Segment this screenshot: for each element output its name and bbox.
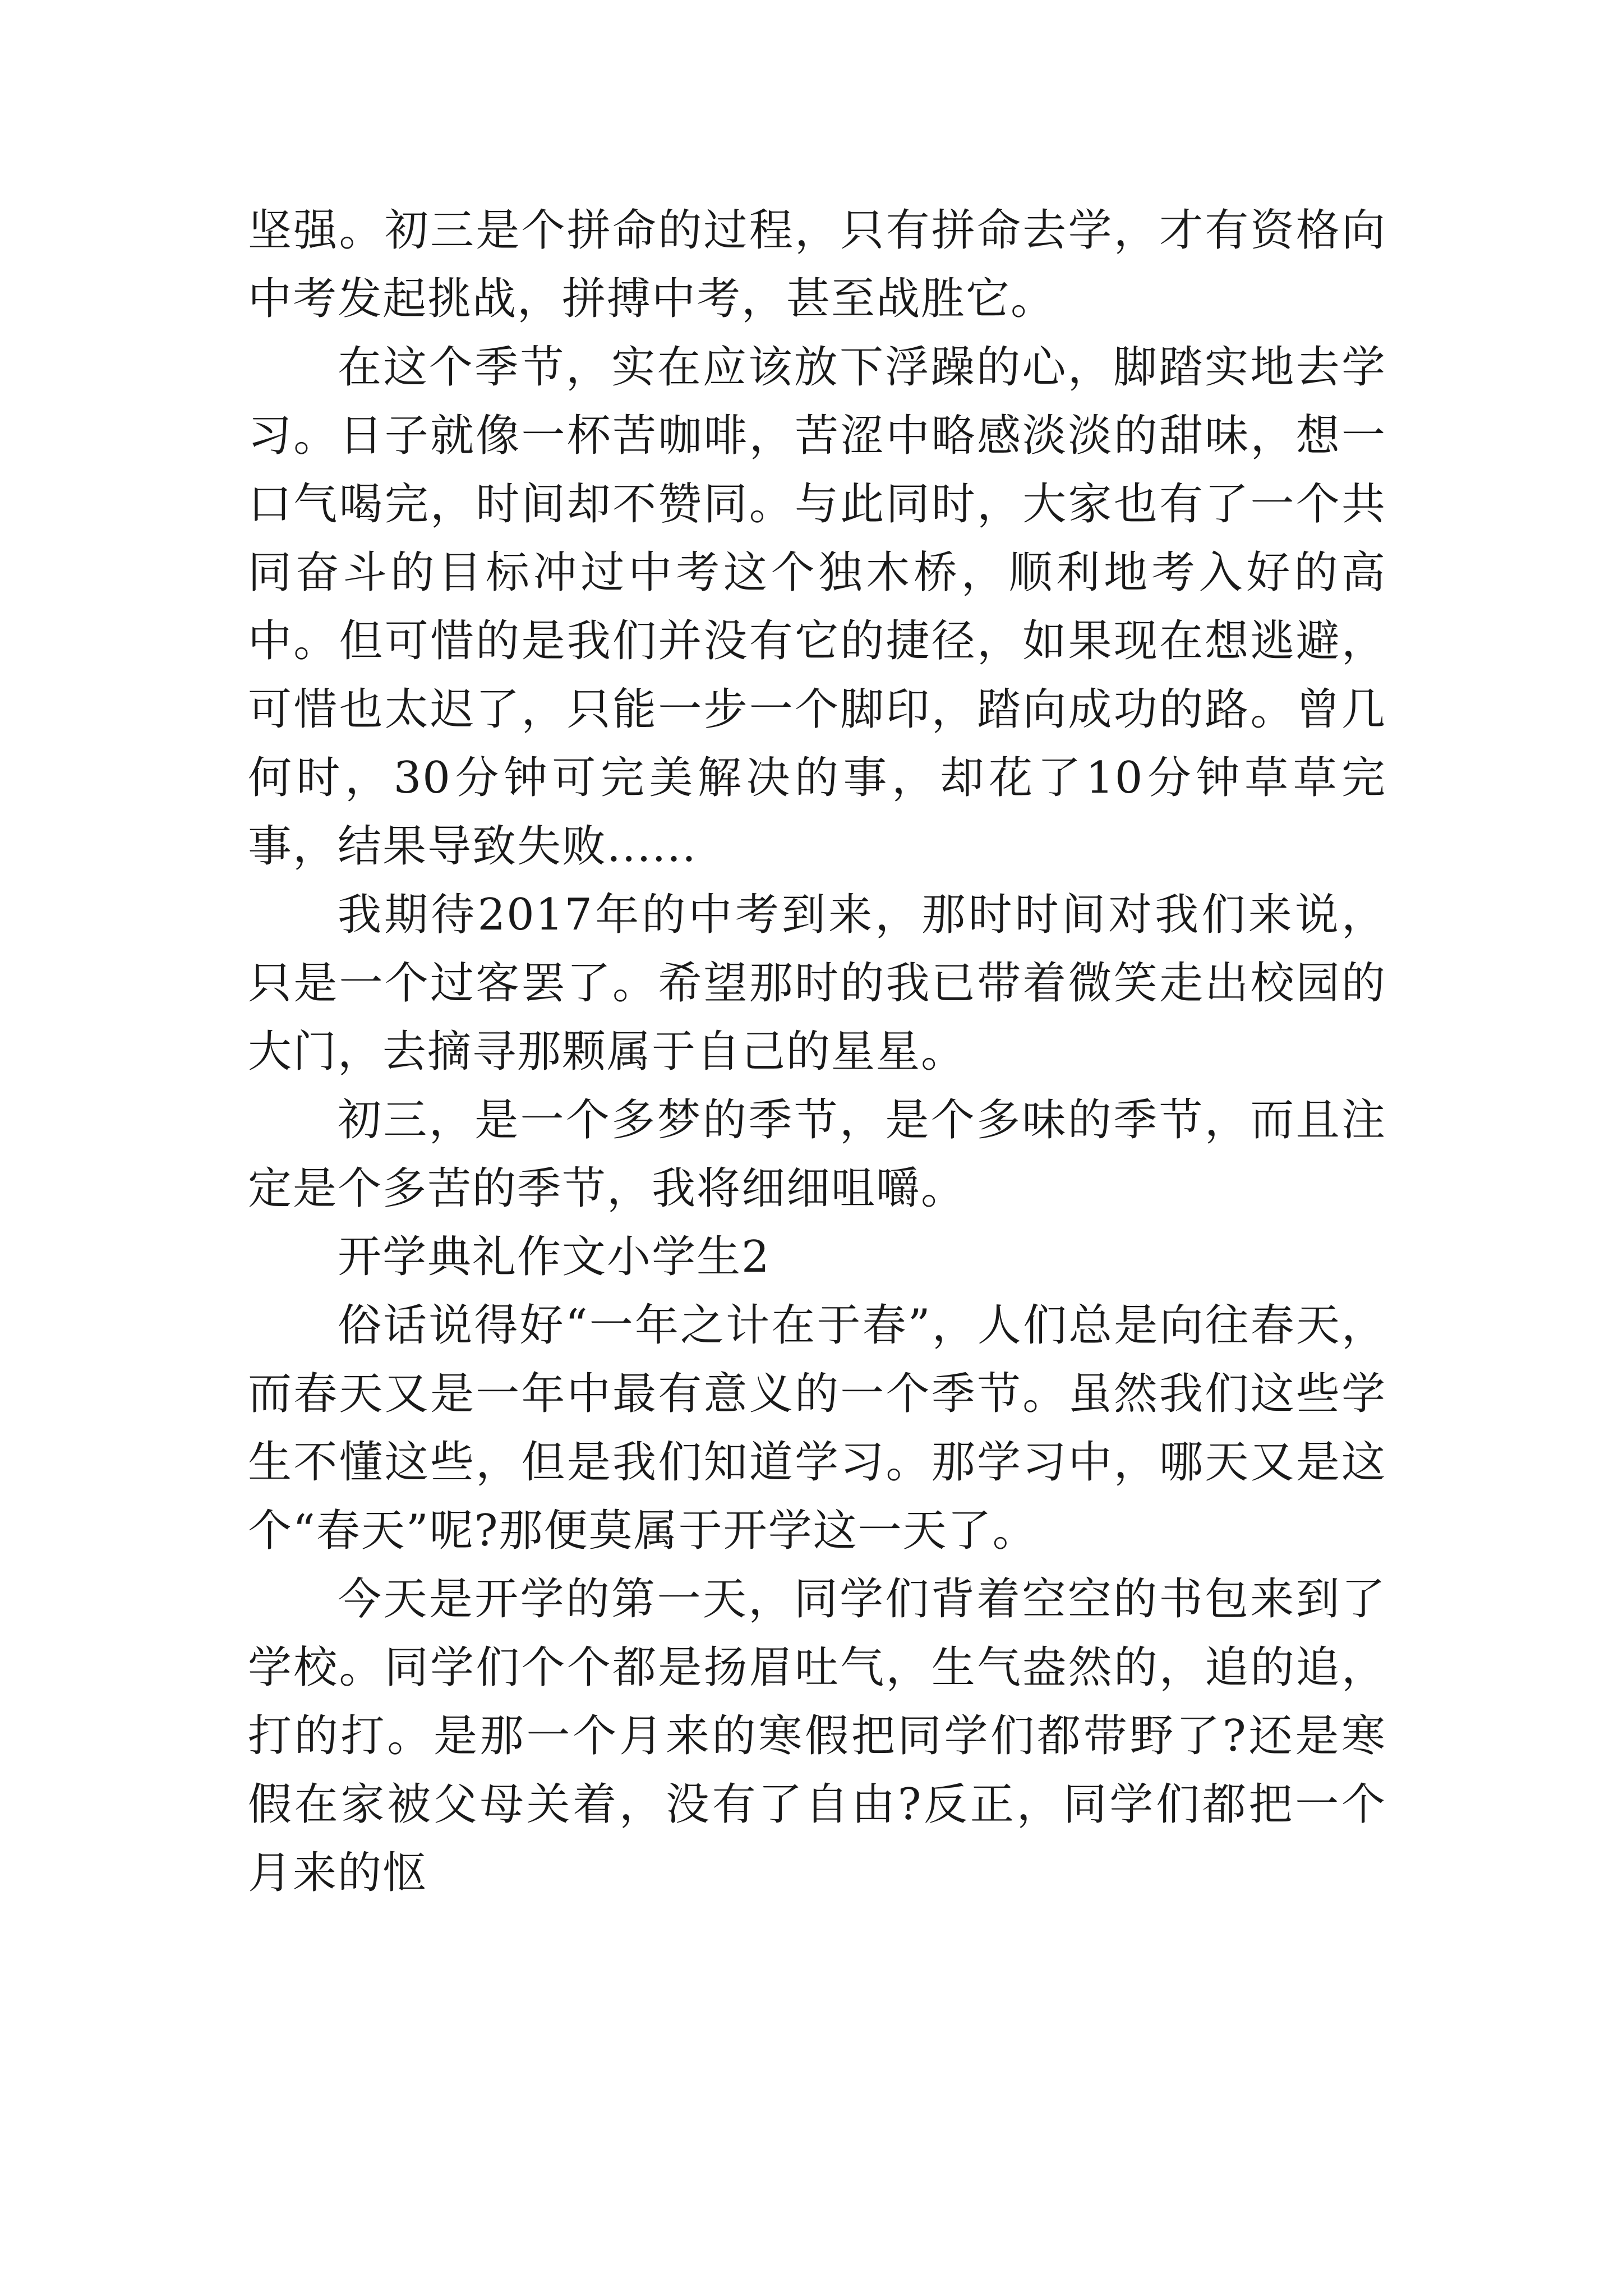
document-body [248,196,1386,1907]
paragraph-2: 在这个季节，实在应该放下浮躁的心，脚踏实地去学习。日子就像一杯苦咖啡，苦涩中略感淡淡的甜味，想一口气喝完，时间却不赞同。与此同时，大家也有了一个共同奋斗的目标冲过中考这个独木桥，顺利地考入好的高中。但可惜的是我们并没有它的捷径，如果现在想逃避，可惜也太迟了，只能一步一个脚印，踏向成功的路。曾几何时，30分钟可完美解决的事，却花了10分钟草草完事，结果导致失败...... [248,342,1386,872]
paragraph-5: 俗话说得好“一年之计在于春”，人们总是向往春天，而春天又是一年中最有意义的一个季节。虽然我们这些学生不懂这些，但是我们知道学习。那学习中，哪天又是这个“春天”呢?那便莫属于开学这一天了。 [248,1300,1386,1556]
paragraph-3: 我期待2017年的中考到来，那时时间对我们来说，只是一个过客罢了。希望那时的我已带着微笑走出校园的大门，去摘寻那颗属于自己的星星。 [248,890,1386,1077]
section-heading: 开学典礼作文小学生2 [338,1232,771,1282]
paragraph-6: 今天是开学的第一天，同学们背着空空的书包来到了学校。同学们个个都是扬眉吐气，生气盎然的，追的追，打的打。是那一个月来的寒假把同学们都带野了?还是寒假在家被父母关着，没有了自由?反正，同学们都把一个月来的怄 [248,1574,1386,1898]
paragraph-1: 坚强。初三是个拼命的过程，只有拼命去学，才有资格向中考发起挑战，拼搏中考，甚至战胜它。 [248,205,1386,324]
paragraph-4: 初三，是一个多梦的季节，是个多味的季节，而且注定是个多苦的季节，我将细细咀嚼。 [248,1095,1386,1214]
